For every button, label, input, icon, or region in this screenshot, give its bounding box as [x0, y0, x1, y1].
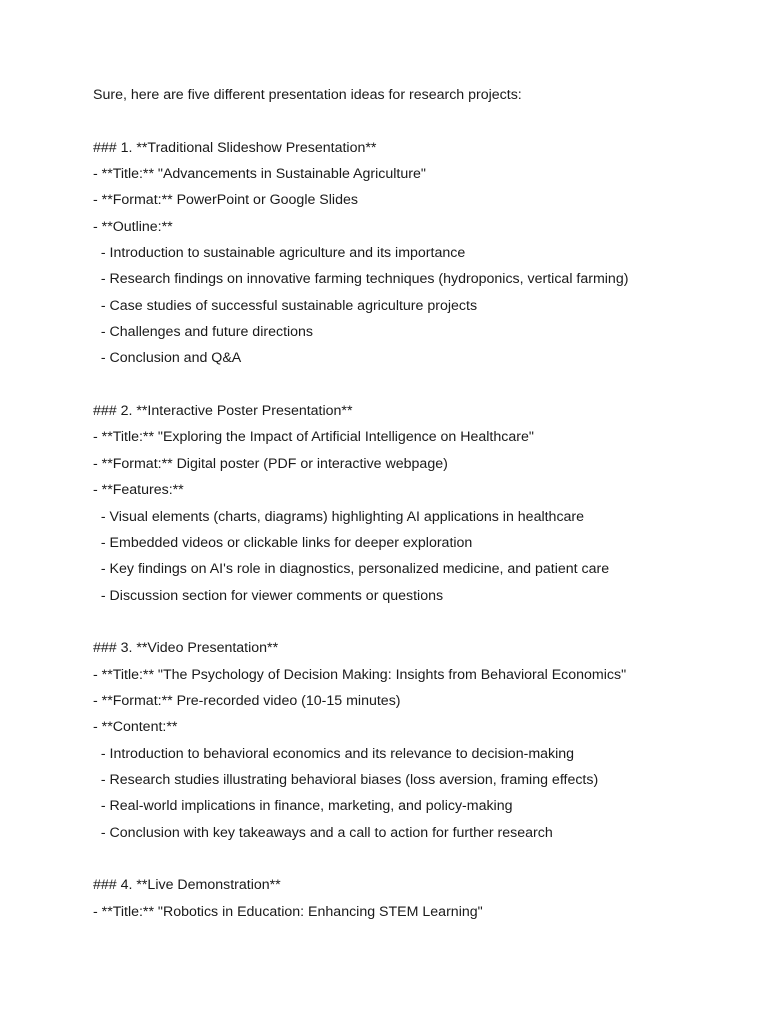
section-1-item: - Case studies of successful sustainable agriculture projects [93, 297, 478, 314]
section-1-item: - Conclusion and Q&A [93, 350, 242, 367]
section-2-item: - Discussion section for viewer comments or questions [93, 587, 444, 604]
section-3-format: - **Format:** Pre-recorded video (10-15 minutes) [93, 692, 401, 709]
section-4-title: - **Title:** "Robotics in Education: Enhancing STEM Learning" [93, 903, 483, 920]
section-1-outline-label: - **Outline:** [93, 218, 173, 235]
section-2-item: - Visual elements (charts, diagrams) highlighting AI applications in healthcare [93, 508, 585, 525]
section-2-item: - Embedded videos or clickable links for deeper exploration [93, 534, 473, 551]
section-1-format: - **Format:** PowerPoint or Google Slides [93, 192, 358, 209]
section-2-features-label: - **Features:** [93, 482, 184, 499]
section-3-title: - **Title:** "The Psychology of Decision Making: Insights from Behavioral Economics" [93, 666, 627, 683]
section-3-item: - Conclusion with key takeaways and a call to action for further research [93, 824, 553, 841]
blank-line [93, 848, 753, 874]
section-3-heading: ### 3. **Video Presentation** [93, 640, 279, 657]
section-3-item: - Research studies illustrating behavioral biases (loss aversion, framing effects) [93, 771, 599, 788]
section-4-heading: ### 4. **Live Demonstration** [93, 877, 281, 894]
blank-line [93, 611, 753, 637]
section-1-item: - Research findings on innovative farming techniques (hydroponics, vertical farming) [93, 271, 629, 288]
section-2-heading: ### 2. **Interactive Poster Presentation** [93, 403, 353, 420]
section-1-item: - Introduction to sustainable agriculture and its importance [93, 245, 466, 262]
section-2-item: - Key findings on AI's role in diagnostics, personalized medicine, and patient care [93, 561, 610, 578]
section-3-item: - Real-world implications in finance, marketing, and policy-making [93, 798, 513, 815]
document-body [93, 84, 753, 927]
section-3-item: - Introduction to behavioral economics and its relevance to decision-making [93, 745, 575, 762]
section-1-title: - **Title:** "Advancements in Sustainable Agriculture" [93, 166, 426, 183]
intro-line: Sure, here are five different presentation ideas for research projects: [93, 87, 522, 103]
section-2-format: - **Format:** Digital poster (PDF or interactive webpage) [93, 455, 448, 472]
section-1-heading: ### 1. **Traditional Slideshow Presentation** [93, 139, 377, 156]
section-3-content-label: - **Content:** [93, 719, 178, 736]
section-2-title: - **Title:** "Exploring the Impact of Artificial Intelligence on Healthcare" [93, 429, 534, 446]
section-1-item: - Challenges and future directions [93, 324, 314, 341]
blank-line [93, 110, 753, 136]
blank-line [93, 374, 753, 400]
